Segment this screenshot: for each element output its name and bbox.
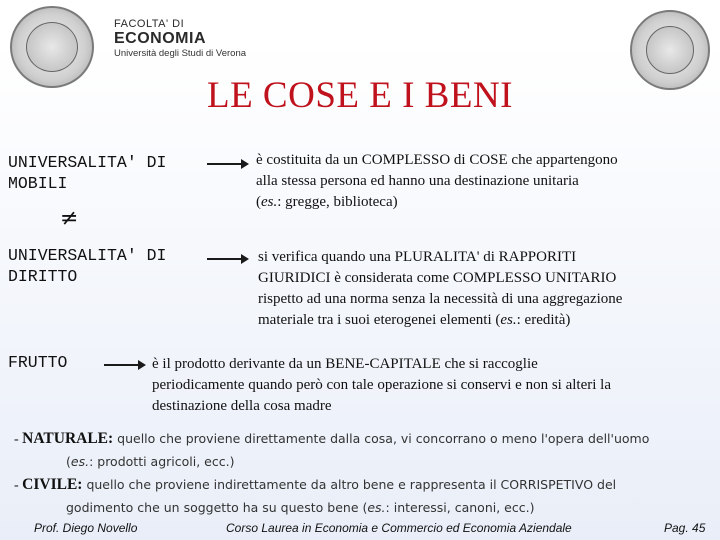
footer-page-number: Pag. 45 bbox=[664, 521, 706, 535]
arrow-icon bbox=[104, 364, 144, 366]
page-title: LE COSE E I BENI bbox=[206, 75, 514, 116]
term-universalita-mobili: UNIVERSALITA' DI MOBILI bbox=[8, 153, 167, 193]
faculty-name: ECONOMIA bbox=[114, 30, 206, 47]
arrow-icon bbox=[207, 163, 247, 165]
not-equal-sign: ≠ bbox=[60, 206, 79, 231]
arrow-icon bbox=[207, 258, 247, 260]
faculty-header bbox=[114, 18, 246, 59]
university-name: Università degli Studi di Verona bbox=[114, 48, 247, 59]
definition-frutto: è il prodotto derivante da un BENE-CAPITALE che si raccoglie periodicamente quando però con tale operazione si conservi e non si alteri la destinazione della cosa madre bbox=[152, 356, 611, 414]
frutto-civile: - CIVILE: quello che proviene indirettamente da altro bene e rappresenta il CORRISPETIVO del godimento che un soggetto ha su questo bene (es.: interessi, canoni, ecc.) bbox=[14, 476, 617, 515]
term-frutto: FRUTTO bbox=[8, 353, 68, 372]
frutto-naturale: - NATURALE: quello che proviene direttamente dalla cosa, vi concorrano o meno l'opera dell'uomo (es.: prodotti agricoli, ecc.) bbox=[14, 430, 650, 469]
definition-universalita-diritto: si verifica quando una PLURALITA' di RAPPORITI GIURIDICI è considerata come COMPLESSO UNITARIO rispetto ad una norma senza la necessità di una aggregazione materiale tra i suoi eterogenei elementi (es.: eredità) bbox=[258, 249, 623, 328]
definition-universalita-mobili: è costituita da un COMPLESSO di COSE che appartengono alla stessa persona ed hanno una destinazione unitaria (es.: gregge, biblioteca) bbox=[256, 152, 618, 210]
term-universalita-diritto: UNIVERSALITA' DI DIRITTO bbox=[8, 246, 167, 286]
footer-author: Prof. Diego Novello bbox=[34, 521, 138, 535]
footer-course: Corso Laurea in Economia e Commercio ed Economia Aziendale bbox=[226, 521, 572, 535]
faculty-line: FACOLTA' DI bbox=[114, 18, 185, 30]
